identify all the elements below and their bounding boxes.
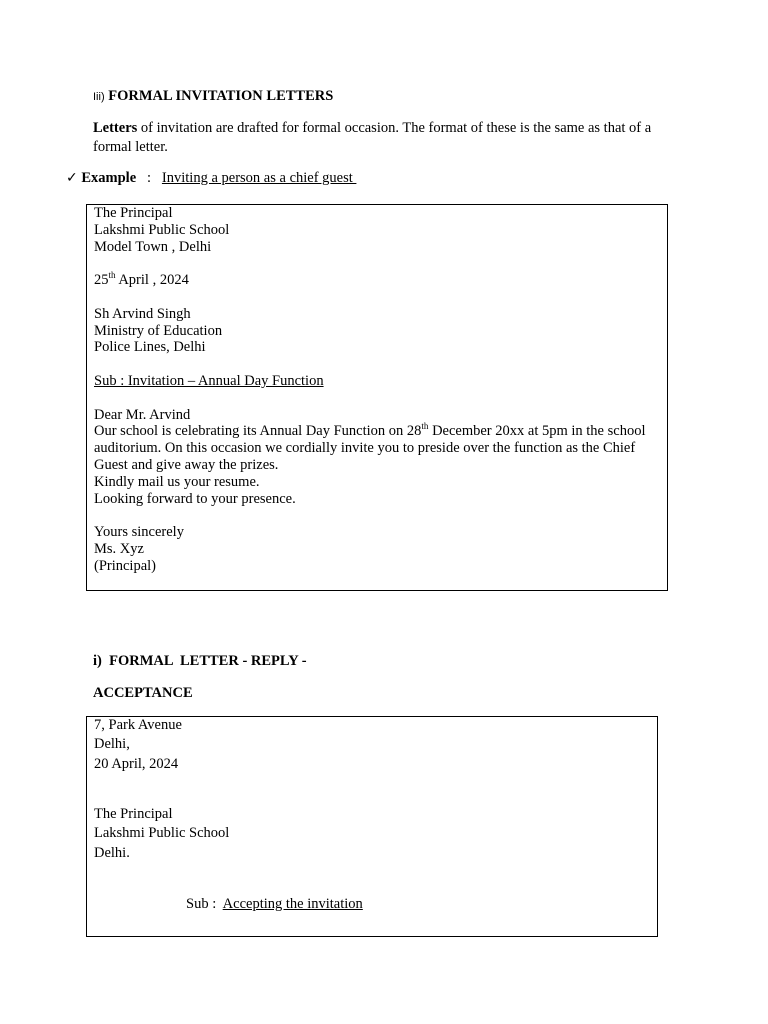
closing-line: Ms. Xyz [94,540,144,557]
letter-body-line: Looking forward to your presence. [94,490,296,507]
section-number: Iii) [93,91,105,103]
reply-address-line: Delhi, [94,736,130,752]
example-label: Example [81,170,137,186]
example-text: Inviting a person as a chief guest [161,170,357,186]
reply-address-line: 7, Park Avenue [94,717,182,733]
reply-letter-box [86,716,658,937]
closing-line: Yours sincerely [94,524,184,541]
reply-subject: Sub : Accepting the invitation [186,896,363,912]
reply-receiver-line: The Principal [94,806,173,822]
receiver-line: Ministry of Education [94,322,223,339]
letter-date: 25th April , 2024 [94,270,189,289]
reply-section-subheading: ACCEPTANCE [93,685,193,701]
section-heading-iii [93,88,333,105]
reply-receiver-line: Delhi. [94,845,130,861]
closing-line: (Principal) [94,557,157,574]
letter-body-line: Kindly mail us your resume. [94,473,260,490]
letter-salutation: Dear Mr. Arvind [94,406,191,423]
example-separator: : [147,170,152,186]
sender-line: Model Town , Delhi [94,238,212,255]
intro-text: of invitation are drafted for formal occasion. The format of these is the same as that of a formal letter. [93,120,652,155]
reply-receiver-line: Lakshmi Public School [94,825,230,841]
intro-paragraph [93,119,673,157]
invitation-letter-content [94,205,660,575]
reply-section-heading: i) FORMAL LETTER - REPLY - [93,653,307,669]
receiver-line: Sh Arvind Singh [94,305,191,322]
checkmark-icon: ✓ [66,170,78,186]
example-line [66,170,356,187]
receiver-line: Police Lines, Delhi [94,339,206,356]
reply-date: 20 April, 2024 [94,756,179,772]
invitation-letter-box [86,204,668,591]
sender-line: The Principal [94,205,173,221]
intro-bold-word: Letters [93,120,138,136]
sender-line: Lakshmi Public School [94,221,230,238]
section-title: FORMAL INVITATION LETTERS [108,88,334,104]
letter-body: Our school is celebrating its Annual Day Function on 28th December 20xx at 5pm in the school auditorium. On this occasion we cordially invite you to preside over the function as the Chief Guest and give away the prizes. [94,421,646,473]
letter-subject: Sub : Invitation – Annual Day Function [94,372,324,389]
